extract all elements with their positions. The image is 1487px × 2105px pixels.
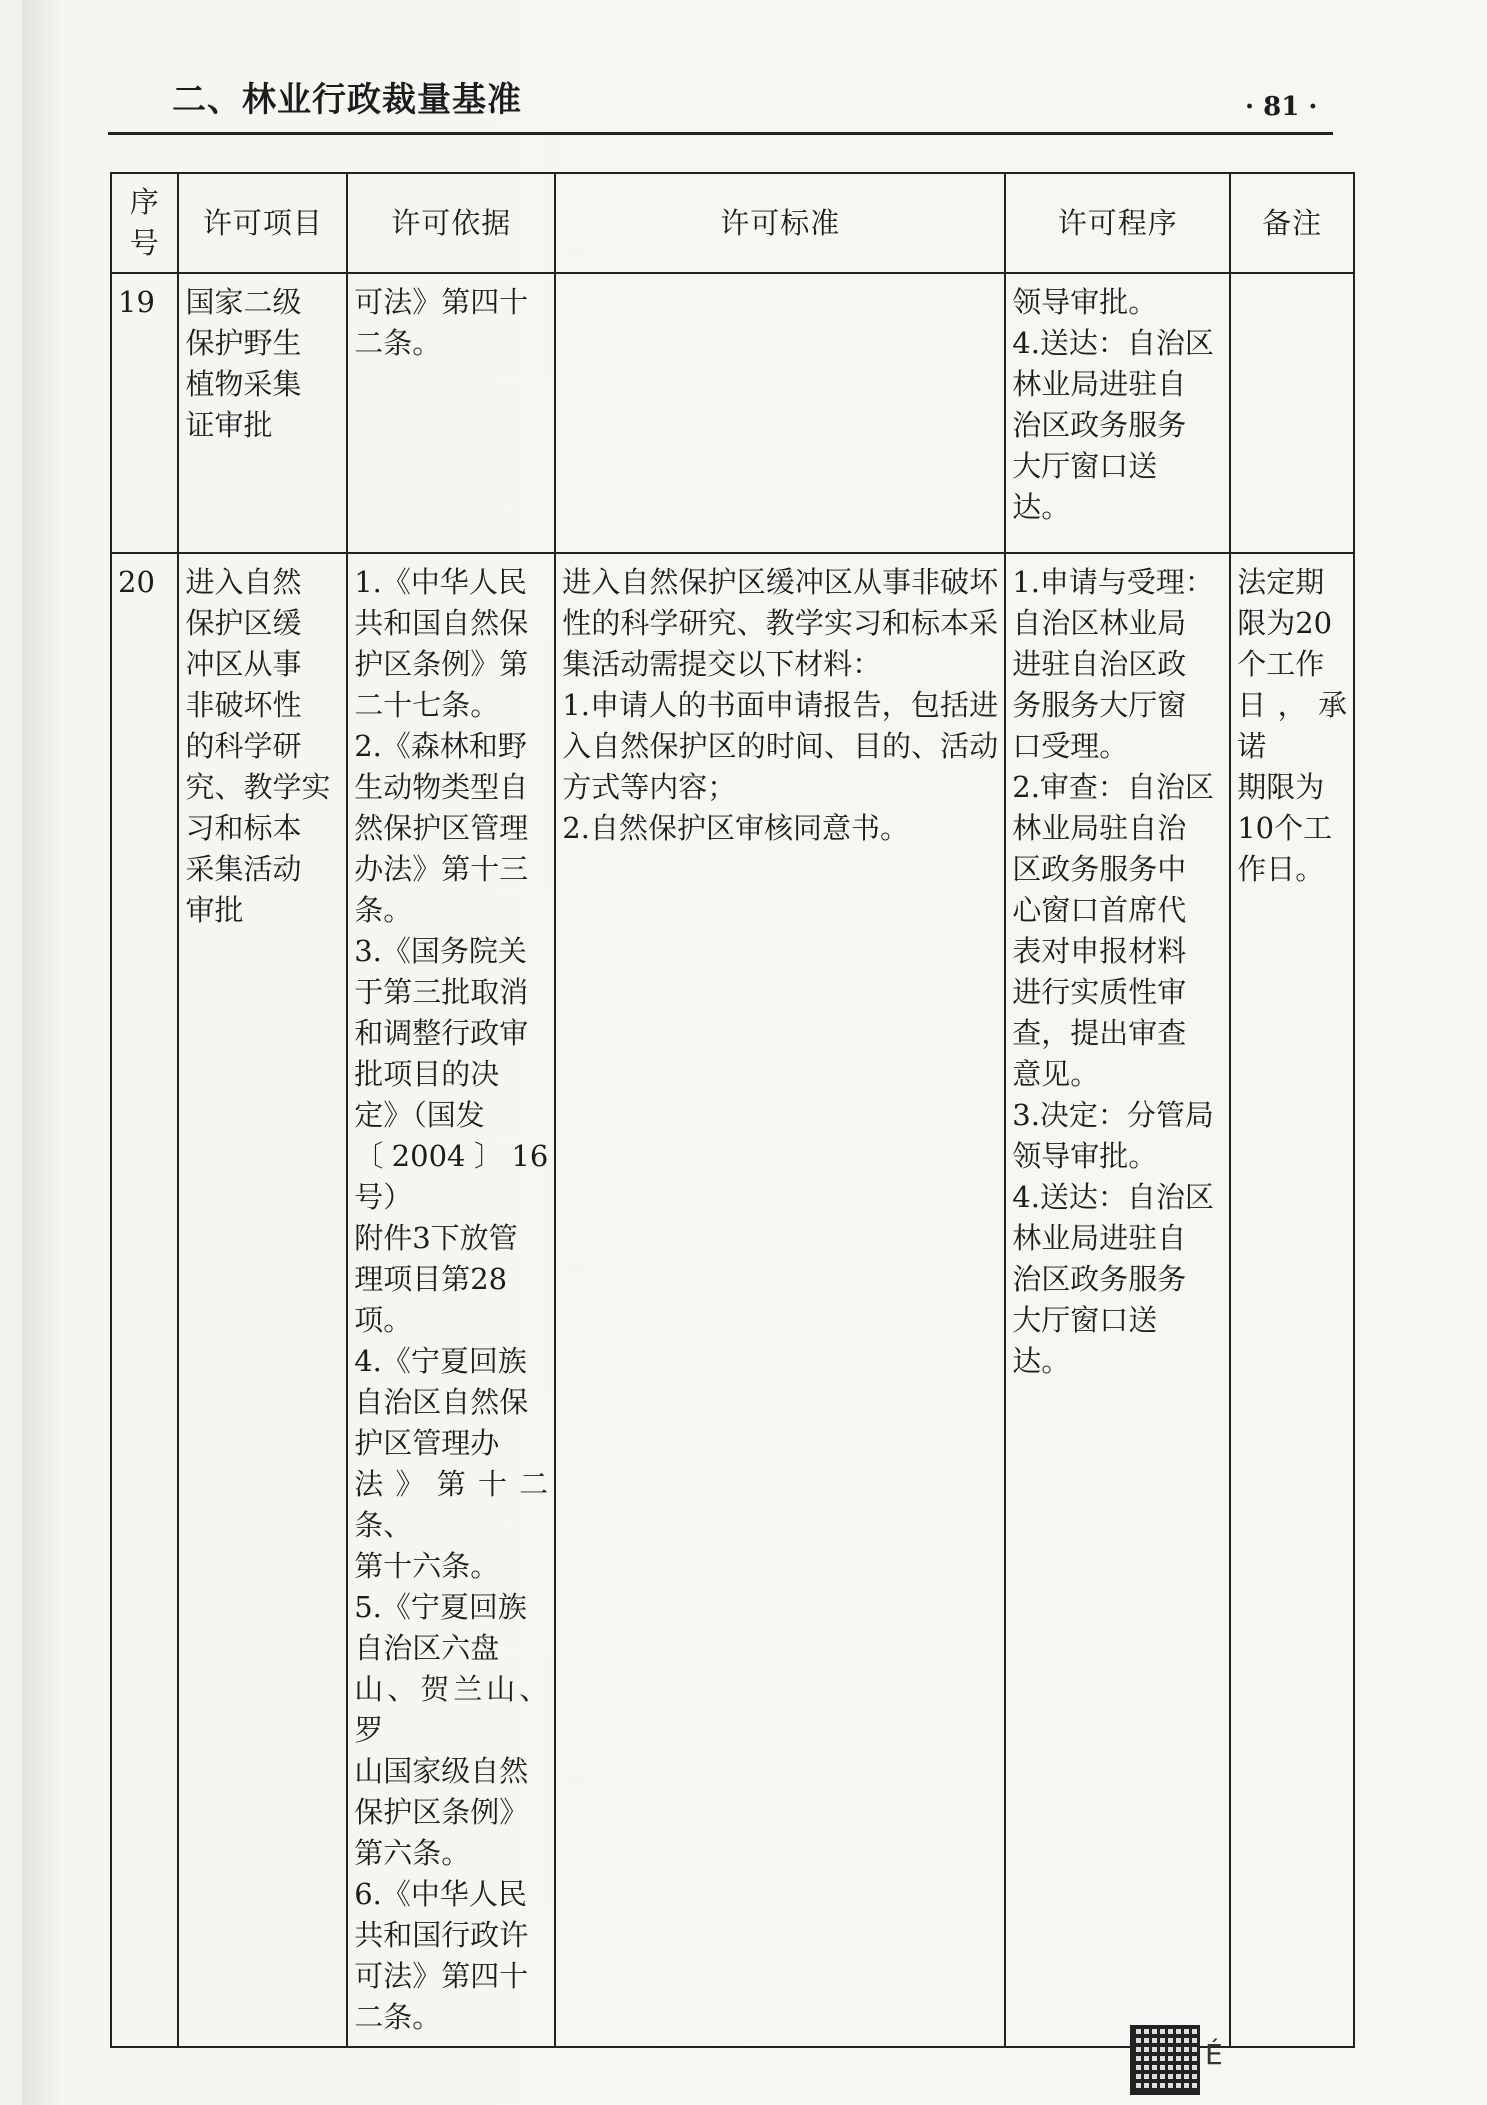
license-basis: 可法》第四十 二条。	[354, 285, 529, 360]
table-row	[111, 273, 1354, 553]
license-procedure: 领导审批。 4.送达：自治区 林业局进驻自 治区政务服务 大厅窗口送 达。	[1012, 285, 1214, 524]
qr-caption: É	[1205, 2038, 1223, 2071]
row-number: 19	[111, 273, 178, 553]
column-header-procedure: 许可程序	[1005, 173, 1230, 273]
page-number: · 81 ·	[1245, 92, 1318, 122]
column-header-basis: 许可依据	[347, 173, 555, 273]
section-title: 二、林业行政裁量基准	[172, 80, 522, 120]
column-header-number: 序号	[111, 173, 178, 273]
license-standards-table	[110, 172, 1355, 2048]
row-number: 20	[111, 553, 178, 2047]
license-procedure: 1.申请与受理： 自治区林业局 进驻自治区政 务服务大厅窗 口受理。 2.审查：自治区 林业局驻自治 区政务服务中 心窗口首席代 表对申报材料 进行实质性审 查，提出审查 意见。 3.决定：分管局 领导审批。 4.送达：自治区 林业局进驻自 治区政务服务 大厅窗口送 达。	[1012, 565, 1214, 1378]
license-remark: 法定期 限为20 个工作 日，承诺 期限为 10个工 作日。	[1237, 565, 1347, 886]
column-header-standard: 许可标准	[555, 173, 1005, 273]
table-header-row	[111, 173, 1354, 273]
table-row	[111, 553, 1354, 2047]
column-header-item: 许可项目	[178, 173, 347, 273]
license-basis: 1.《中华人民 共和国自然保 护区条例》第 二十七条。 2.《森林和野 生动物类型自 然保护区管理 办法》第十三 条。 3.《国务院关 于第三批取消 和调整行政审 批项目的决 定》（国发 〔2004〕16号） 附件3下放管 理项目第28 项。 4.《宁夏回族 自治区自然保 护区管理办 法》第十二条、 第十六条。 5.《宁夏回族 自治区六盘 山、贺兰山、罗 山国家级自然 保护区条例》 第六条。 6.《中华人民 共和国行政许 可法》第四十 二条。	[354, 565, 549, 2034]
qr-code-icon	[1130, 2025, 1200, 2095]
header-divider	[108, 132, 1333, 135]
license-item: 进入自然 保护区缓 冲区从事 非破坏性 的科学研 究、教学实 习和标本 采集活动 审批	[185, 565, 331, 927]
license-standard: 进入自然保护区缓冲区从事非破坏性的科学研究、教学实习和标本采集活动需提交以下材料： 1.申请人的书面申请报告，包括进入自然保护区的时间、目的、活动方式等内容； 2.自然保护区审核同意书。	[562, 565, 999, 845]
license-item: 国家二级 保护野生 植物采集 证审批	[185, 285, 302, 442]
column-header-remark: 备注	[1230, 173, 1354, 273]
